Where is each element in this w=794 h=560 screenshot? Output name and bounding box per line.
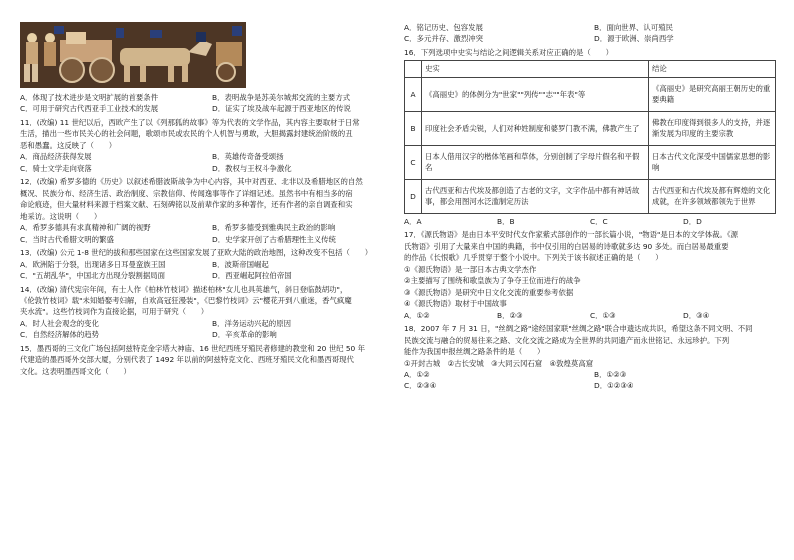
q11-option-a[interactable]: A．商品经济获得发展 [20, 152, 92, 162]
question-stem-line: 命论痕迹，但大量材料来源于档案文献、石刻碑铭以及前辈作家的多种著作，还有作者的亲自调查和实 [20, 200, 353, 210]
question-stem-line: 恶和愚蠢。这反映了（ ） [20, 140, 117, 150]
q10-option-a[interactable]: A．体现了技术进步是文明扩展的首要条件 [20, 93, 159, 102]
question-16 [404, 47, 776, 227]
fact-conclusion-table [404, 60, 776, 213]
table-row [405, 179, 776, 213]
q18-option-c[interactable]: C．②③④ [404, 381, 437, 391]
right-column [404, 22, 776, 392]
question-stem-line: 的作品《长恨歌》几乎贯穿于整个小说中。下列关于该书叙述正确的是（ ） [404, 253, 663, 263]
q17-option-c[interactable]: C．①③ [590, 310, 616, 320]
fact-cell: 《高丽史》的体例分为"世家""列传""志""年表"等 [422, 77, 649, 111]
table-header-cell [405, 61, 422, 77]
table-row [405, 145, 776, 179]
statement-item: ①《源氏物语》是一部日本古典文学杰作 [404, 264, 537, 274]
table-header-cell: 史实 [422, 61, 649, 77]
q16-option-a[interactable]: A．A [404, 216, 422, 226]
question-stem-line: 11．(改编) 11 世纪以后，西欧产生了以《列那狐的故事》等为代表的文学作品，其内容主要取材于日常 [20, 117, 360, 127]
statement-item: ②主要描写了围绕和歌皇族为了争夺王位而进行的战争 [404, 276, 581, 286]
question-stem-line: 文化。这表明墨西哥文化（ ） [20, 366, 131, 376]
question-stem-line: 18．2007 年 7 月 31 日，"丝绸之路"途经国家联"丝绸之路"联合申遗达成共识，希望这条不同文明、不同 [404, 324, 753, 334]
q13-option-d[interactable]: D．西亚崛起阿拉伯帝国 [212, 271, 292, 281]
q12-option-d[interactable]: D．史学家开创了古希腊理性主义传统 [212, 234, 336, 244]
q14-option-a[interactable]: A．时人社会观念的变化 [20, 318, 99, 328]
table-row [405, 111, 776, 145]
q14-option-d[interactable]: D．辛亥革命的影响 [212, 330, 277, 340]
q15-option-b[interactable]: B．面向世界、认可殖民 [594, 23, 673, 32]
q16-options [404, 216, 776, 227]
q14-option-b[interactable]: B．洋务运动兴起的原因 [212, 318, 291, 328]
row-label: D [405, 179, 422, 213]
question-18 [404, 323, 776, 392]
question-stem: 16．下列选项中史实与结论之间逻辑关系对应正确的是（ ） [404, 47, 613, 57]
conclusion-cell: 《高丽史》是研究高丽王朝历史的重要典籍 [649, 77, 776, 111]
q15-option-a[interactable]: A．铭记历史、包容发展 [404, 23, 483, 32]
q15-option-c[interactable]: C．多元并存、激烈冲突 [404, 34, 484, 44]
q10-option-d[interactable]: D．证实了埃及战车起源于西亚地区的传说 [212, 104, 351, 114]
q16-option-b[interactable]: B．B [497, 216, 515, 226]
relief-image [20, 22, 246, 88]
q11-option-c[interactable]: C．骑士文学走向衰落 [20, 163, 92, 173]
q15-option-d[interactable]: D．源于欧洲、崇尚西学 [594, 34, 674, 44]
question-stem-line: 13．(改编) 公元 1-8 世纪的拔和那些国家在这些国家发展了亚欧大陆的政治地图，这种改变不包括（ ） [20, 248, 373, 258]
q14-option-c[interactable]: C．自然经济解体的趋势 [20, 330, 100, 340]
q12-option-b[interactable]: B．希罗多德受到雅典民主政治的影响 [212, 223, 336, 233]
fact-cell: 古代西亚和古代埃及都创造了古老的文字，文字作品中都有神话故事，都会用图河水泛滥制定历法 [422, 179, 649, 213]
row-label: B [405, 111, 422, 145]
question-stem-line: 15．墨西哥的三文化广场包括阿兹特克金字塔大神庙、16 世纪西班牙殖民者修建的教堂和 20 世纪 50 年 [20, 343, 365, 353]
question-stem-line: 能作为我国申报丝绸之路条件的是（ ） [404, 347, 545, 357]
conclusion-cell: 古代西亚和古代埃及都有辉煌的文化成就，在许多领域都领先于世界 [649, 179, 776, 213]
q15-options [404, 22, 776, 45]
q10-option-c[interactable]: C．可用于研究古代西亚手工业技术的发展 [20, 104, 159, 114]
row-label: A [405, 77, 422, 111]
question-stem-line: 《伦敦竹枝词》载"未知婚娶考妇解，自欢高冠狂漫装"，《巴黎竹枝词》云"樱花开到八重迷，香气疯魔 [20, 295, 352, 305]
conclusion-cell: 日本古代文化深受中国儒家思想的影响 [649, 145, 776, 179]
question-stem-line: 17．《源氏物语》是由日本平安时代女作家紫式部创作的一部长篇小说，"物语"是日本的文学体裁。《源 [404, 230, 738, 240]
q13-option-b[interactable]: B．波斯帝国崛起 [212, 259, 269, 269]
question-11 [20, 117, 396, 174]
conclusion-cell: 佛教在印度得到很多人的支持，并逐渐发展为印度的主要宗教 [649, 111, 776, 145]
q18-option-a[interactable]: A．①② [404, 369, 430, 379]
fact-cell: 日本人借用汉字的楷体笔画和草体，分别创制了字母片假名和平假名 [422, 145, 649, 179]
q17-option-a[interactable]: A．①② [404, 310, 430, 320]
q10-options [20, 92, 396, 115]
q16-option-d[interactable]: D．D [683, 216, 702, 226]
q18-option-b[interactable]: B．①②③ [594, 369, 627, 379]
question-12 [20, 176, 396, 245]
question-stem-line: 12．(改编) 希罗多德的《历史》以叙述希腊波斯战争为中心内容，其中对西亚、北非以及希腊地区的自然 [20, 177, 363, 187]
q17-option-b[interactable]: B．②③ [497, 310, 523, 320]
row-label: C [405, 145, 422, 179]
question-stem-line: 夹水流"。这些竹枝词作为直接论据，可用于研究（ ） [20, 307, 209, 317]
question-stem-line: 14．(改编) 清代宪宗年间，有士人作《柏林竹枝词》描述柏林"女儿也具英雄气，斜日登临鼓胡功"， [20, 284, 348, 294]
q18-option-d[interactable]: D．①②③④ [594, 381, 634, 391]
q12-option-c[interactable]: C．当时古代希腊文明的繁盛 [20, 234, 114, 244]
question-stem-line: 民族交流与融合的贸易往来之路、文化交流之路成为全世界的共同遗产而永世铭记、永远珍护。下列 [404, 335, 730, 345]
q11-option-b[interactable]: B．英雄传奇备受颂扬 [212, 152, 284, 162]
statement-item: ④《源氏物语》取材于中国故事 [404, 299, 507, 309]
q12-option-a[interactable]: A．希罗多德具有求真精神和广阔的视野 [20, 223, 151, 233]
q16-option-c[interactable]: C．C [590, 216, 608, 226]
statement-items: ①开封古城 ②古长安城 ③大同云冈石窟 ④敦煌莫高窟 [404, 358, 594, 368]
statement-item: ③《源氏物语》是研究中日文化交流的重要参考依据 [404, 287, 574, 297]
table-row [405, 77, 776, 111]
q17-option-d[interactable]: D．③④ [683, 310, 710, 320]
question-stem-line: 地采访。这说明（ ） [20, 211, 102, 221]
left-column [20, 0, 396, 377]
question-15 [20, 343, 396, 377]
question-stem-line: 代建造的墨西哥外交部大厦，分别代表了 1492 年以前的阿兹特克文化、西班牙殖民文化和墨西哥现代 [20, 355, 354, 365]
question-stem-line: 氏物语》引用了大量来自中国的典籍，书中仅引用的白居易的诗歌就多达 90 多处。而白居易最重要 [404, 241, 729, 251]
table-header-row [405, 61, 776, 77]
fact-cell: 印度社会矛盾尖锐，人们对种姓制度和婆罗门教不满，佛教产生了 [422, 111, 649, 145]
war-chariot-relief-image [20, 22, 246, 88]
q10-option-b[interactable]: B．表明战争是苏美尔城邦交流的主要方式 [212, 93, 351, 102]
q13-option-a[interactable]: A．欧洲陷于分裂，出现诸多日耳曼蛮族王国 [20, 259, 166, 269]
question-17 [404, 229, 776, 321]
q11-option-d[interactable]: D．教权与王权斗争激化 [212, 163, 292, 173]
q13-option-c[interactable]: C．"五胡乱华"，中国北方出现分裂割据局面 [20, 271, 165, 281]
question-stem-line: 生活，描出一些市民关心的社会问题，歌颂市民或农民的个人机智与勇敢，大胆揭露封建统治阶级的丑 [20, 129, 353, 139]
question-stem-line: 概况、民族分布、经济生活、政治制度、宗教信仰、传闻逸事等作了详细记述。虽然书中有相当多的宿 [20, 188, 353, 198]
table-header-cell: 结论 [649, 61, 776, 77]
question-13 [20, 247, 396, 281]
question-14 [20, 284, 396, 341]
